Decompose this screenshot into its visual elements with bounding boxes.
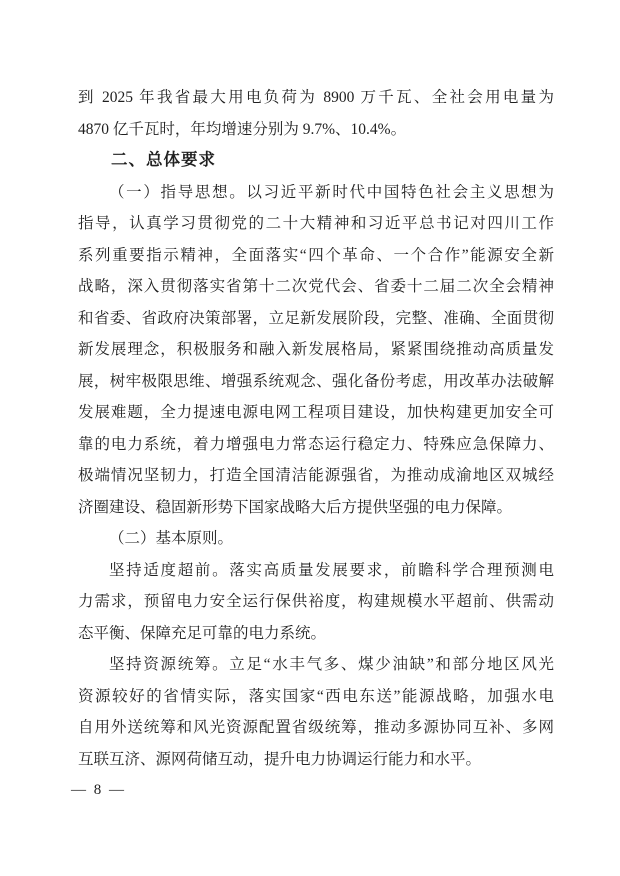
section-heading: 二、总体要求: [111, 151, 216, 169]
text-line: 战略，深入贯彻落实省第十二次党代会、省委十二届二次全会精神: [78, 278, 554, 295]
text-line: 资源较好的省情实际，落实国家“西电东送”能源战略，加强水电: [78, 687, 554, 705]
text-line: 靠的电力系统，着力增强电力常态运行稳定力、特殊应急保障力、: [78, 435, 554, 453]
text-line: 坚持适度超前。落实高质量发展要求，前瞻科学合理预测电: [109, 561, 554, 579]
subsection-heading: （二）基本原则。: [109, 530, 234, 547]
text-line: 互联互济、源网荷储互动，提升电力协调运行能力和水平。: [78, 750, 482, 768]
text-line: 指导，认真学习贯彻党的二十大精神和习近平总书记对四川工作: [78, 215, 554, 232]
text-line: 坚持资源统筹。立足“水丰气多、煤少油缺”和部分地区风光: [109, 656, 554, 673]
text-line: 系列重要指示精神，全面落实“四个革命、一个合作”能源安全新: [78, 246, 554, 264]
text-line: （一）指导思想。以习近平新时代中国特色社会主义思想为: [109, 183, 554, 201]
text-line: 新发展理念，积极服务和融入新发展格局，紧紧围绕推动高质量发: [78, 341, 554, 358]
text-line: 自用外送统筹和风光资源配置省级统筹，推动多源协同互补、多网: [78, 719, 554, 736]
text-line: 到 2025 年我省最大用电负荷为 8900 万千瓦、全社会用电量为: [78, 89, 554, 106]
text-line: 发展难题，全力提速电源电网工程项目建设，加快构建更加安全可: [78, 404, 554, 421]
text-line: 力需求，预留电力安全运行保供裕度，构建规模水平超前、供需动: [78, 593, 554, 610]
text-line: 态平衡、保障充足可靠的电力系统。: [78, 624, 327, 642]
text-line: 4870 亿千瓦时，年均增速分别为 9.7%、10.4%。: [78, 120, 407, 138]
text-line: 和省委、省政府决策部署，立足新发展阶段，完整、准确、全面贯彻: [78, 309, 554, 327]
text-line: 济圈建设、稳固新形势下国家战略大后方提供坚强的电力保障。: [78, 498, 513, 516]
text-block: [71, 82, 554, 807]
page-number: — 8 —: [71, 782, 126, 798]
text-line: 极端情况坚韧力，打造全国清洁能源强省，为推动成渝地区双城经: [78, 467, 554, 484]
text-line: 展，树牢极限思维、增强系统观念、强化备份考虑，用改革办法破解: [78, 372, 554, 390]
